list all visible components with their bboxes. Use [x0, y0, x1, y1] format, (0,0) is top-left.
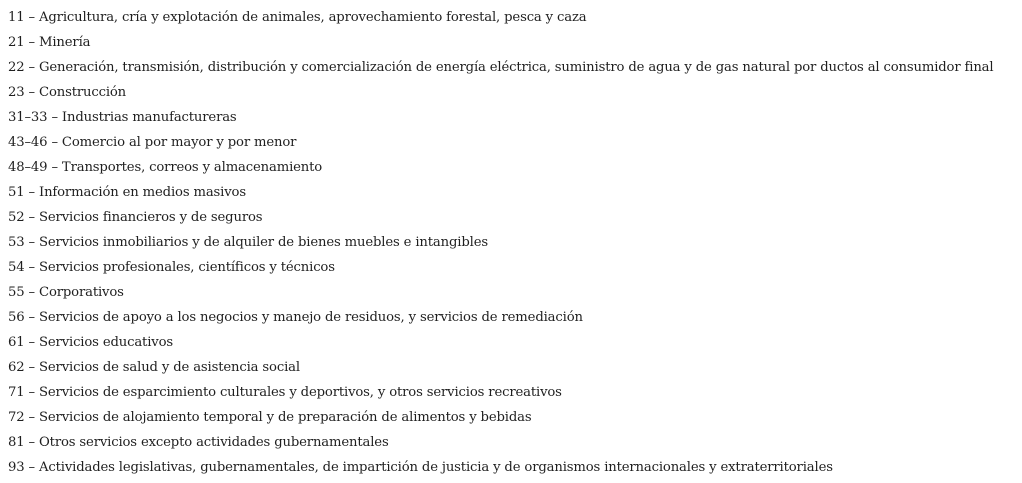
list-item: 61 – Servicios educativos [8, 335, 173, 350]
list-item: 81 – Otros servicios excepto actividades gubernamentales [8, 435, 389, 450]
list-item: 93 – Actividades legislativas, gubernamentales, de impartición de justicia y de organismos internacionales y extraterritoriales [8, 460, 833, 475]
list-item: 55 – Corporativos [8, 285, 124, 300]
list-item: 62 – Servicios de salud y de asistencia social [8, 360, 300, 375]
list-item: 51 – Información en medios masivos [8, 185, 246, 200]
list-item: 54 – Servicios profesionales, científicos y técnicos [8, 260, 335, 275]
list-item: 53 – Servicios inmobiliarios y de alquiler de bienes muebles e intangibles [8, 235, 488, 250]
list-item: 31–33 – Industrias manufactureras [8, 110, 237, 125]
list-item: 21 – Minería [8, 35, 91, 50]
list-item: 43–46 – Comercio al por mayor y por menor [8, 135, 297, 150]
list-item: 11 – Agricultura, cría y explotación de animales, aprovechamiento forestal, pesca y caza [8, 10, 587, 25]
list-item: 23 – Construcción [8, 85, 127, 100]
list-item: 48–49 – Transportes, correos y almacenamiento [8, 160, 323, 175]
list-item: 71 – Servicios de esparcimiento culturales y deportivos, y otros servicios recreativos [8, 385, 562, 400]
list-item: 72 – Servicios de alojamiento temporal y de preparación de alimentos y bebidas [8, 410, 532, 425]
list-item: 22 – Generación, transmisión, distribución y comercialización de energía eléctrica, suministro de agua y de gas natural por ductos al consumidor final [8, 60, 994, 75]
list-item: 56 – Servicios de apoyo a los negocios y manejo de residuos, y servicios de remediación [8, 310, 583, 325]
list-item: 52 – Servicios financieros y de seguros [8, 210, 263, 225]
sector-list [8, 7, 993, 482]
